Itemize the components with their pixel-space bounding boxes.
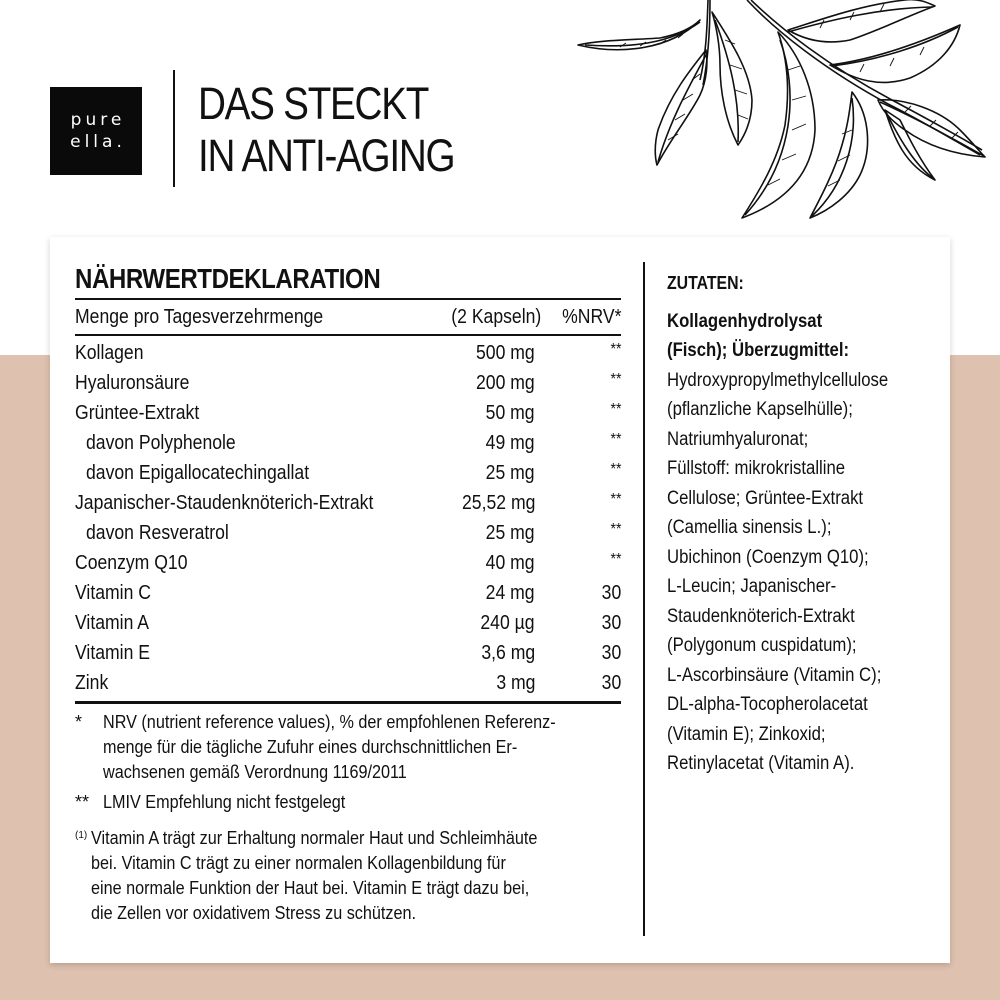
ingredient-line: (Fisch); Überzugmittel:	[667, 340, 850, 361]
nutrient-nrv: **	[610, 340, 621, 358]
nutrient-amount: 200 mg	[476, 371, 535, 394]
nutrition-card	[50, 237, 950, 963]
table-header	[75, 300, 621, 334]
table-row	[75, 488, 621, 518]
title-line-2: IN ANTI-AGING	[198, 130, 455, 181]
tea-leaves-illustration-icon	[560, 0, 1000, 230]
rule-bottom	[75, 701, 621, 704]
footnote-line: NRV (nutrient reference values), % der empfohlenen Referenz-	[103, 712, 556, 732]
nutrient-nrv: **	[610, 550, 621, 568]
ingredient-line: Kollagenhydrolysat	[667, 310, 823, 332]
health-claim	[75, 826, 621, 926]
nutrient-name: Vitamin C	[75, 581, 151, 604]
logo-line-1: pure	[70, 110, 126, 130]
nutrient-nrv: **	[610, 460, 621, 478]
claim-line: die Zellen vor oxidativem Stress zu schützen.	[91, 903, 417, 923]
footnote-line: menge für die tägliche Zufuhr eines durchschnittlichen Er-	[103, 737, 518, 757]
ingredient-line: (Vitamin E); Zinkoxid;	[667, 723, 826, 745]
logo-line-2: ella.	[70, 132, 126, 152]
nutrient-name: Vitamin E	[75, 641, 151, 664]
ingredient-line: L-Leucin; Japanischer-	[667, 576, 837, 597]
nutrient-amount: 24 mg	[486, 581, 535, 604]
nutrient-amount: 40 mg	[486, 551, 535, 574]
ingredients-bold	[667, 307, 940, 366]
nutrient-amount: 240 µg	[480, 611, 535, 634]
page-title	[198, 78, 454, 182]
header-label: Menge pro Tagesverzehrmenge	[75, 305, 324, 328]
nutrient-nrv: **	[610, 490, 621, 508]
nutrient-name: davon Epigallocatechingallat	[86, 461, 310, 484]
ingredient-line: (Camellia sinensis L.);	[667, 517, 832, 538]
table-row	[75, 548, 621, 578]
table-row	[75, 428, 621, 458]
ingredient-line: DL-alpha-Tocopherolacetat	[667, 694, 868, 715]
ingredient-line: Füllstoff: mikrokristalline	[667, 458, 846, 479]
nutrient-nrv: **	[610, 370, 621, 388]
footnote-line: wachsenen gemäß Verordnung 1169/2011	[103, 762, 407, 782]
table-row	[75, 338, 621, 368]
claim-line: Vitamin A trägt zur Erhaltung normaler Haut und Schleimhäute	[91, 828, 538, 848]
footnote-mark: **	[75, 792, 90, 812]
nutrient-nrv: 30	[601, 641, 621, 664]
nutrient-amount: 50 mg	[486, 401, 535, 424]
header-amount: (2 Kapseln)	[451, 305, 542, 328]
ingredient-line: (Polygonum cuspidatum);	[667, 635, 857, 656]
header-nrv: %NRV*	[561, 305, 621, 328]
claim-mark: (1)	[75, 830, 88, 841]
table-row	[75, 668, 621, 698]
table-row	[75, 398, 621, 428]
brand-logo	[50, 87, 142, 175]
table-row	[75, 518, 621, 548]
title-line-1: DAS STECKT	[198, 78, 429, 129]
nutrient-amount: 25 mg	[486, 521, 535, 544]
nutrient-amount: 25 mg	[486, 461, 535, 484]
nutrient-name: Grüntee-Extrakt	[75, 401, 200, 424]
nutrient-amount: 3 mg	[495, 671, 535, 694]
footnote-mark: *	[75, 712, 83, 732]
ingredient-line: L-Ascorbinsäure (Vitamin C);	[667, 664, 882, 686]
footnote-line: LMIV Empfehlung nicht festgelegt	[103, 792, 346, 812]
table-row	[75, 578, 621, 608]
header-divider	[173, 70, 175, 187]
nutrient-amount: 25,52 mg	[461, 491, 535, 514]
table-row	[75, 368, 621, 398]
nutrient-nrv: 30	[601, 611, 621, 634]
ingredient-line: Cellulose; Grüntee-Extrakt	[667, 487, 864, 509]
nutrient-nrv: 30	[601, 581, 621, 604]
ingredient-line: (pflanzliche Kapselhülle);	[667, 399, 853, 420]
ingredient-line: Ubichinon (Coenzym Q10);	[667, 546, 869, 568]
claim-line: eine normale Funktion der Haut bei. Vitamin E trägt dazu bei,	[91, 878, 530, 898]
claim-line: bei. Vitamin C trägt zu einer normalen Kollagenbildung für	[91, 853, 506, 873]
nutrient-name: Coenzym Q10	[75, 551, 188, 574]
ingredients-title: ZUTATEN:	[667, 273, 744, 293]
table-row	[75, 608, 621, 638]
ingredient-line: Retinylacetat (Vitamin A).	[667, 753, 855, 774]
nutrient-nrv: **	[610, 520, 621, 538]
ingredient-line: Staudenknöterich-Extrakt	[667, 605, 855, 627]
nutrient-amount: 49 mg	[486, 431, 535, 454]
ingredients-list	[667, 366, 940, 779]
nutrient-name: Kollagen	[75, 341, 144, 364]
nutrition-facts-panel	[75, 263, 621, 926]
nutrient-nrv: 30	[601, 671, 621, 694]
nutrient-nrv: **	[610, 400, 621, 418]
nutrient-name: davon Resveratrol	[86, 521, 229, 544]
ingredients-panel	[667, 269, 937, 779]
nutrient-name: davon Polyphenole	[86, 431, 236, 454]
ingredient-line: Hydroxypropylmethylcellulose	[667, 369, 889, 391]
table-row	[75, 638, 621, 668]
table-row	[75, 458, 621, 488]
column-divider	[643, 262, 645, 936]
nutrition-title: NÄHRWERTDEKLARATION	[75, 263, 381, 294]
footnote-lmiv	[75, 790, 621, 815]
nutrient-name: Hyaluronsäure	[75, 371, 190, 394]
nutrient-name: Vitamin A	[75, 611, 150, 634]
nutrient-amount: 500 mg	[476, 341, 535, 364]
ingredient-line: Natriumhyaluronat;	[667, 428, 809, 450]
footnotes	[75, 710, 621, 815]
footnote-nrv	[75, 710, 621, 785]
nutrient-nrv: **	[610, 430, 621, 448]
nutrient-name: Zink	[75, 671, 109, 694]
nutrition-rows	[75, 336, 621, 698]
nutrient-name: Japanischer-Staudenknöterich-Extrakt	[75, 491, 374, 514]
nutrient-amount: 3,6 mg	[481, 641, 535, 664]
